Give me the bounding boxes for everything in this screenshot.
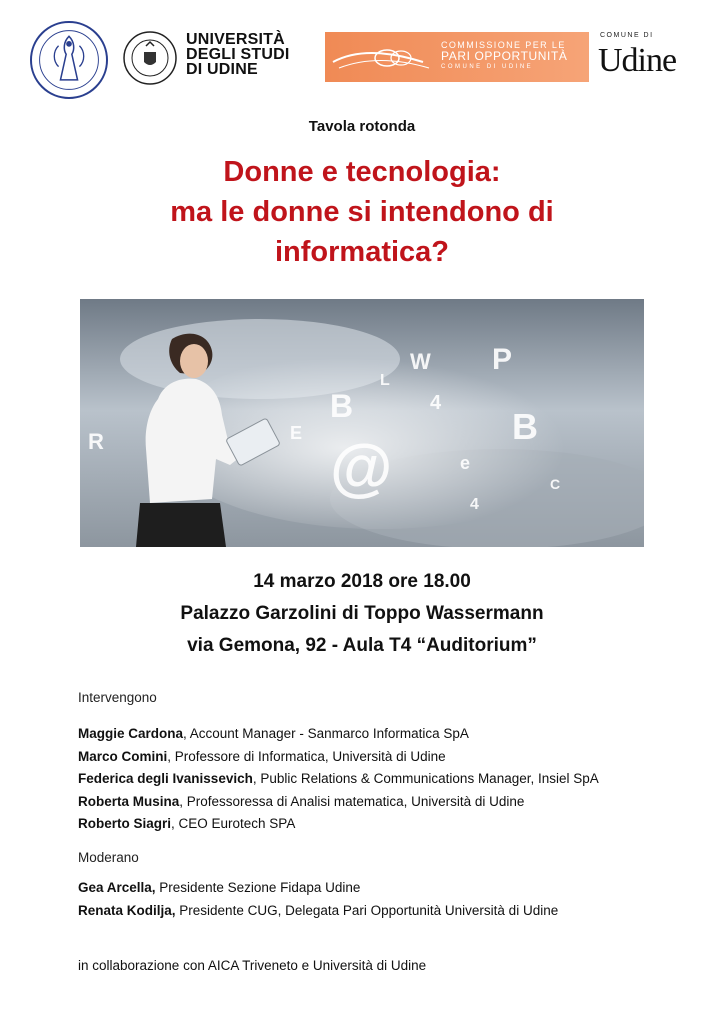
svg-text:B: B xyxy=(512,406,538,447)
svg-text:L: L xyxy=(380,372,390,389)
list-item xyxy=(78,768,599,791)
university-line-3: DI UDINE xyxy=(186,61,258,78)
speakers-list xyxy=(78,723,599,836)
moderators-label: Moderano xyxy=(78,850,139,865)
list-item xyxy=(78,900,558,923)
university-line-1: UNIVERSITÀ xyxy=(186,31,285,48)
speaker-name: Roberto Siagri xyxy=(78,816,172,832)
speaker-name: Marco Comini xyxy=(78,748,168,764)
list-item xyxy=(78,723,599,746)
svg-text:E: E xyxy=(290,423,303,443)
footer-collaboration: in collaborazione con AICA Triveneto e Università di Udine xyxy=(78,958,427,973)
event-venue: Palazzo Garzolini di Toppo Wassermann xyxy=(180,603,544,624)
speaker-role: , CEO Eurotech SPA xyxy=(171,816,296,832)
comune-udine-logo xyxy=(598,32,694,84)
moderators-list xyxy=(78,877,558,922)
speaker-name: Roberta Musina xyxy=(78,793,180,809)
moderator-name: Renata Kodilja, xyxy=(78,902,176,918)
fidapa-logo xyxy=(30,21,108,99)
pari-opportunita-logo xyxy=(325,32,589,82)
comune-label: COMUNE DI xyxy=(600,32,654,39)
event-details xyxy=(0,566,724,662)
event-address: via Gemona, 92 - Aula T4 “Auditorium” xyxy=(187,635,537,656)
list-item xyxy=(78,791,599,814)
list-item xyxy=(78,877,558,900)
list-item xyxy=(78,813,599,836)
cpo-line-2: PARI OPPORTUNITÀ xyxy=(441,49,568,63)
speakers-label: Intervengono xyxy=(78,690,157,705)
comune-name: Udine xyxy=(598,42,677,79)
cpo-line-3: COMUNE DI UDINE xyxy=(441,64,534,70)
event-title xyxy=(0,152,724,272)
cpo-line-1: COMMISSIONE PER LE xyxy=(441,40,566,50)
moderator-role: Presidente Sezione Fidapa Udine xyxy=(155,880,361,895)
header-logos xyxy=(0,18,724,108)
svg-text:B: B xyxy=(330,388,354,424)
moderator-name: Gea Arcella, xyxy=(78,880,156,895)
svg-text:R: R xyxy=(88,429,104,454)
svg-text:e: e xyxy=(460,453,471,473)
swirl-icon xyxy=(325,32,435,82)
title-line-3: informatica? xyxy=(274,236,450,268)
speaker-role: , Public Relations & Communications Manager, Insiel SpA xyxy=(252,771,599,787)
fidapa-emblem-icon xyxy=(32,23,106,97)
svg-text:4: 4 xyxy=(430,392,442,414)
svg-text:4: 4 xyxy=(470,496,479,513)
title-line-1: Donne e tecnologia: xyxy=(223,156,501,188)
speaker-role: , Professore di Informatica, Università di Udine xyxy=(167,748,446,764)
speaker-name: Maggie Cardona xyxy=(78,726,184,741)
event-kicker: Tavola rotonda xyxy=(308,118,416,135)
university-seal xyxy=(122,30,178,86)
speakers-heading xyxy=(78,690,157,705)
hero-image xyxy=(80,299,644,547)
title-line-2: ma le donne si intendono di xyxy=(170,196,554,228)
list-item xyxy=(78,746,599,769)
svg-text:P: P xyxy=(492,343,513,376)
speaker-name: Federica degli Ivanissevich xyxy=(78,771,253,787)
moderator-role: Presidente CUG, Delegata Pari Opportunità Università di Udine xyxy=(175,902,559,918)
university-name xyxy=(186,32,290,77)
woman-with-tablet-illustration xyxy=(80,299,644,547)
speaker-role: , Professoressa di Analisi matematica, Università di Udine xyxy=(179,793,525,809)
university-line-2: DEGLI STUDI xyxy=(186,46,290,63)
moderators-heading xyxy=(78,850,139,865)
svg-text:@: @ xyxy=(330,431,393,503)
speaker-role: , Account Manager - Sanmarco Informatica SpA xyxy=(183,726,469,741)
event-date: 14 marzo 2018 ore 18.00 xyxy=(253,571,471,592)
svg-text:C: C xyxy=(550,476,561,492)
svg-text:W: W xyxy=(410,349,431,374)
